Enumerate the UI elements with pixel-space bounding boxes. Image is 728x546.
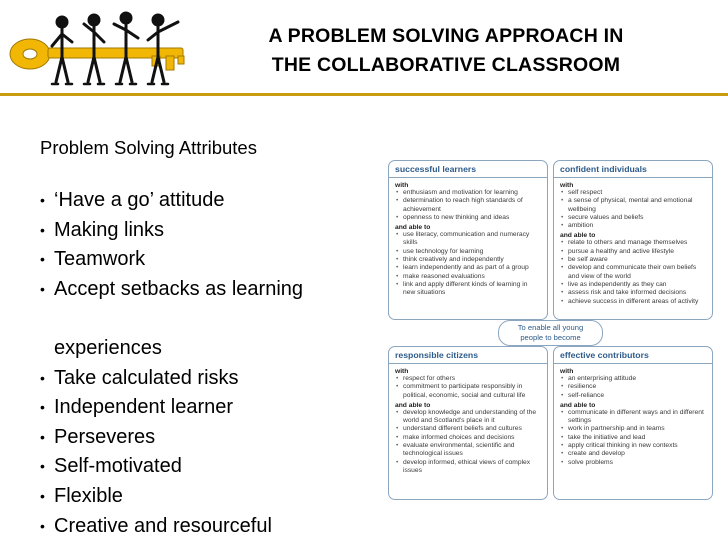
bullet-icon: • [40,221,45,238]
panel-heading: effective contributors [554,350,712,364]
list-item: • ‘Have a go’ attitude [40,186,370,216]
list-item: • Teamwork [40,245,370,275]
attributes-list [40,186,370,541]
list-item: • communicate in different ways and in different settings [560,409,706,426]
list-item: • ambition [560,222,706,230]
section-subtitle: Problem Solving Attributes [40,137,257,158]
with-list [395,189,541,222]
panel-heading: responsible citizens [389,350,547,364]
able-label: and able to [560,401,596,409]
list-item: • self respect [560,189,706,197]
list-item: • an enterprising attitude [560,375,706,383]
bullet-icon: • [40,399,45,416]
panel-heading: confident individuals [554,164,712,178]
list-item: • resilience [560,383,706,391]
list-item: • think creatively and independently [395,256,541,264]
list-item: • develop knowledge and understanding of the world and Scotland's place in it [395,409,541,426]
center-caption-line-1: To enable all young [517,323,584,332]
effective-contributors-panel [553,346,713,500]
list-item: • be self aware [560,256,706,264]
with-list [560,189,706,230]
list-item: • live as independently as they can [560,281,706,289]
list-item: • evaluate environmental, scientific and technological issues [395,442,541,459]
list-item: • create and develop [560,450,706,458]
list-item: • secure values and beliefs [560,214,706,222]
list-item: • achieve success in different areas of activity [560,298,706,306]
able-list [395,231,541,297]
list-item: • learn independently and as part of a group [395,264,541,272]
bullet-icon: • [40,280,45,297]
responsible-citizens-panel [388,346,548,500]
with-label: with [560,182,574,189]
list-item: • commitment to participate responsibly in political, economic, social and cultural life [395,383,541,400]
bullet-icon: • [40,517,45,534]
list-item: • take the initiative and lead [560,434,706,442]
bullet-icon: • [40,369,45,386]
list-item: • solve problems [560,459,706,467]
able-list [560,239,706,305]
list-item: • use technology for learning [395,248,541,256]
list-item: • respect for others [395,375,541,383]
list-item: • enthusiasm and motivation for learning [395,189,541,197]
bullet-icon: • [40,487,45,504]
title-line-1: A PROBLEM SOLVING APPROACH IN [268,25,624,47]
list-item: • Take calculated risks [40,364,370,394]
list-item: • work in partnership and in teams [560,425,706,433]
bullet-icon: • [40,428,45,445]
with-label: with [560,368,574,375]
four-capacities-figure [388,160,713,500]
able-label: and able to [395,224,431,232]
list-item: • make informed choices and decisions [395,434,541,442]
list-item: • develop and communicate their own beliefs and view of the world [560,264,706,281]
able-label: and able to [560,232,596,240]
list-item: • Making links [40,216,370,246]
list-item: • Self-motivated [40,452,370,482]
center-caption [498,320,603,346]
list-item: • assess risk and take informed decisions [560,289,706,297]
with-label: with [395,182,409,189]
list-item: • Accept setbacks as learning [40,275,370,305]
list-item: • relate to others and manage themselves [560,239,706,247]
list-item: • make reasoned evaluations [395,273,541,281]
list-item-continuation: experiences [54,336,162,359]
able-list [560,409,706,467]
successful-learners-panel [388,160,548,320]
list-item: • a sense of physical, mental and emotional wellbeing [560,197,706,214]
list-item: • determination to reach high standards of achievement [395,197,541,214]
list-item: • pursue a healthy and active lifestyle [560,248,706,256]
list-item: • self-reliance [560,392,706,400]
header-divider [0,93,728,96]
list-item: • apply critical thinking in new contexts [560,442,706,450]
list-item: • Flexible [40,482,370,512]
bullet-icon: • [40,192,45,208]
list-item: • Creative and resourceful [40,512,370,542]
page-title [206,22,686,80]
able-list [395,409,541,475]
bullet-icon: • [40,458,45,475]
panel-heading: successful learners [389,164,547,178]
confident-individuals-panel [553,160,713,320]
with-list [395,375,541,400]
center-caption-line-2: people to become [520,333,581,342]
list-spacer [40,304,370,334]
list-item: • understand different beliefs and cultures [395,425,541,433]
list-item: • use literacy, communication and numeracy skills [395,231,541,248]
list-item: • link and apply different kinds of learning in new situations [395,281,541,298]
list-item: • develop informed, ethical views of complex issues [395,459,541,476]
able-label: and able to [395,401,431,409]
list-item: • Perseveres [40,423,370,453]
list-item: • openness to new thinking and ideas [395,214,541,222]
list-item: • Independent learner [40,393,370,423]
with-list [560,375,706,400]
title-line-2: THE COLLABORATIVE CLASSROOM [271,54,621,76]
bullet-icon: • [40,251,45,268]
key-and-people-logo [2,2,202,92]
with-label: with [395,368,409,375]
